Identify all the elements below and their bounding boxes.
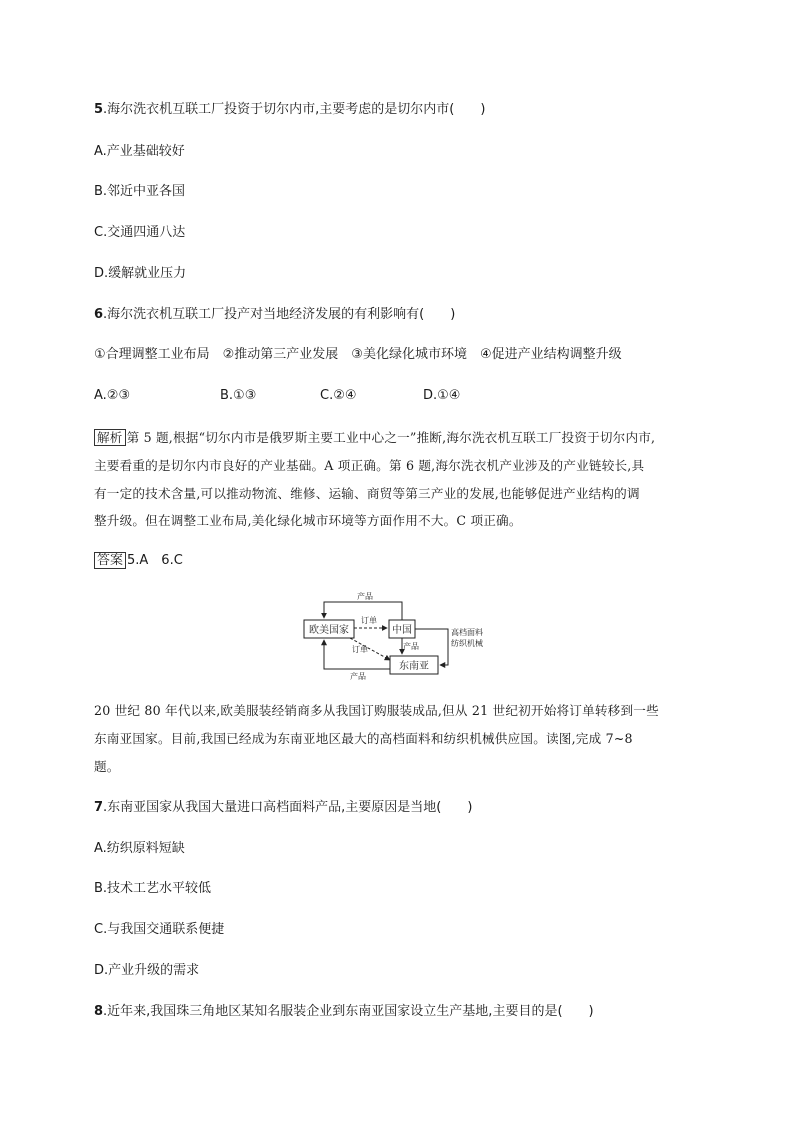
q5-option-d: D.缓解就业压力 bbox=[94, 266, 187, 281]
trade-flow-diagram bbox=[290, 585, 490, 685]
analysis-line-4: 整升级。但在调整工业布局,美化绿化城市环境等方面作用不大。C 项正确。 bbox=[94, 513, 522, 528]
passage-line-1: 20 世纪 80 年代以来,欧美服装经销商多从我国订购服装成品,但从 21 世纪初开始将订单转移到一些 bbox=[94, 703, 659, 718]
q6-items: ①合理调整工业布局 ②推动第三产业发展 ③美化绿化城市环境 ④促进产业结构调整升级 bbox=[94, 347, 622, 362]
q8-stem-text: .近年来,我国珠三角地区某知名服装企业到东南亚国家设立生产基地,主要目的是( ) bbox=[103, 1004, 594, 1019]
passage-line-3: 题。 bbox=[94, 759, 120, 774]
q6-stem bbox=[94, 305, 455, 325]
q7-option-b: B.技术工艺水平较低 bbox=[94, 881, 212, 896]
q7-number: 7 bbox=[94, 800, 104, 815]
q7-option-d: D.产业升级的需求 bbox=[94, 963, 200, 978]
analysis-text-1: 第 5 题,根据“切尔内市是俄罗斯主要工业中心之一”推断,海尔洗衣机互联工厂投资于切尔内市, bbox=[126, 430, 656, 445]
node-sea: 东南亚 bbox=[399, 661, 429, 672]
label-order-top: 订单 bbox=[361, 616, 377, 625]
answer-text: 5.A 6.C bbox=[127, 553, 183, 568]
q6-option-d: D.①④ bbox=[423, 388, 461, 403]
q7-stem-text: .东南亚国家从我国大量进口高档面料产品,主要原因是当地( ) bbox=[103, 800, 473, 815]
q7-option-c: C.与我国交通联系便捷 bbox=[94, 922, 225, 937]
label-product-top: 产品 bbox=[357, 592, 373, 601]
analysis-line-2: 主要看重的是切尔内市良好的产业基础。A 项正确。第 6 题,海尔洗衣机产业涉及的产业链较长,具 bbox=[94, 458, 645, 473]
q5-number: 5 bbox=[94, 102, 104, 117]
q7-stem bbox=[94, 798, 472, 818]
arrow-fabric-machinery bbox=[415, 629, 448, 665]
answer-line bbox=[94, 551, 183, 571]
label-fabric: 高档面料 bbox=[451, 628, 483, 637]
q6-option-a: A.②③ bbox=[94, 388, 131, 403]
q5-option-a: A.产业基础较好 bbox=[94, 144, 185, 159]
q6-option-c: C.②④ bbox=[320, 388, 357, 403]
answer-label: 答案 bbox=[94, 552, 126, 569]
q5-option-b: B.邻近中亚各国 bbox=[94, 184, 186, 199]
label-product-china: 产品 bbox=[403, 642, 419, 651]
q5-option-c: C.交通四通八达 bbox=[94, 225, 186, 240]
q8-stem bbox=[94, 1002, 594, 1022]
q6-stem-text: .海尔洗衣机互联工厂投产对当地经济发展的有利影响有( ) bbox=[103, 307, 456, 322]
node-china: 中国 bbox=[392, 625, 412, 636]
q5-stem bbox=[94, 100, 485, 120]
q8-number: 8 bbox=[94, 1004, 104, 1019]
label-product-bottom: 产品 bbox=[350, 672, 366, 681]
analysis-label: 解析 bbox=[94, 429, 126, 446]
node-west: 欧美国家 bbox=[309, 625, 349, 636]
analysis-line-3: 有一定的技术含量,可以推动物流、维修、运输、商贸等第三产业的发展,也能够促进产业结构的调 bbox=[94, 486, 640, 501]
q7-option-a: A.纺织原料短缺 bbox=[94, 841, 185, 856]
q6-number: 6 bbox=[94, 307, 104, 322]
passage-line-2: 东南亚国家。目前,我国已经成为东南亚地区最大的高档面料和纺织机械供应国。读图,完成 7~8 bbox=[94, 731, 633, 746]
q6-option-b: B.①③ bbox=[220, 388, 257, 403]
analysis-line-1 bbox=[94, 428, 655, 448]
q5-stem-text: .海尔洗衣机互联工厂投资于切尔内市,主要考虑的是切尔内市( ) bbox=[103, 102, 486, 117]
label-machinery: 纺织机械 bbox=[451, 639, 483, 648]
label-order-bottom: 订单 bbox=[352, 645, 368, 654]
q6-options bbox=[94, 386, 460, 406]
